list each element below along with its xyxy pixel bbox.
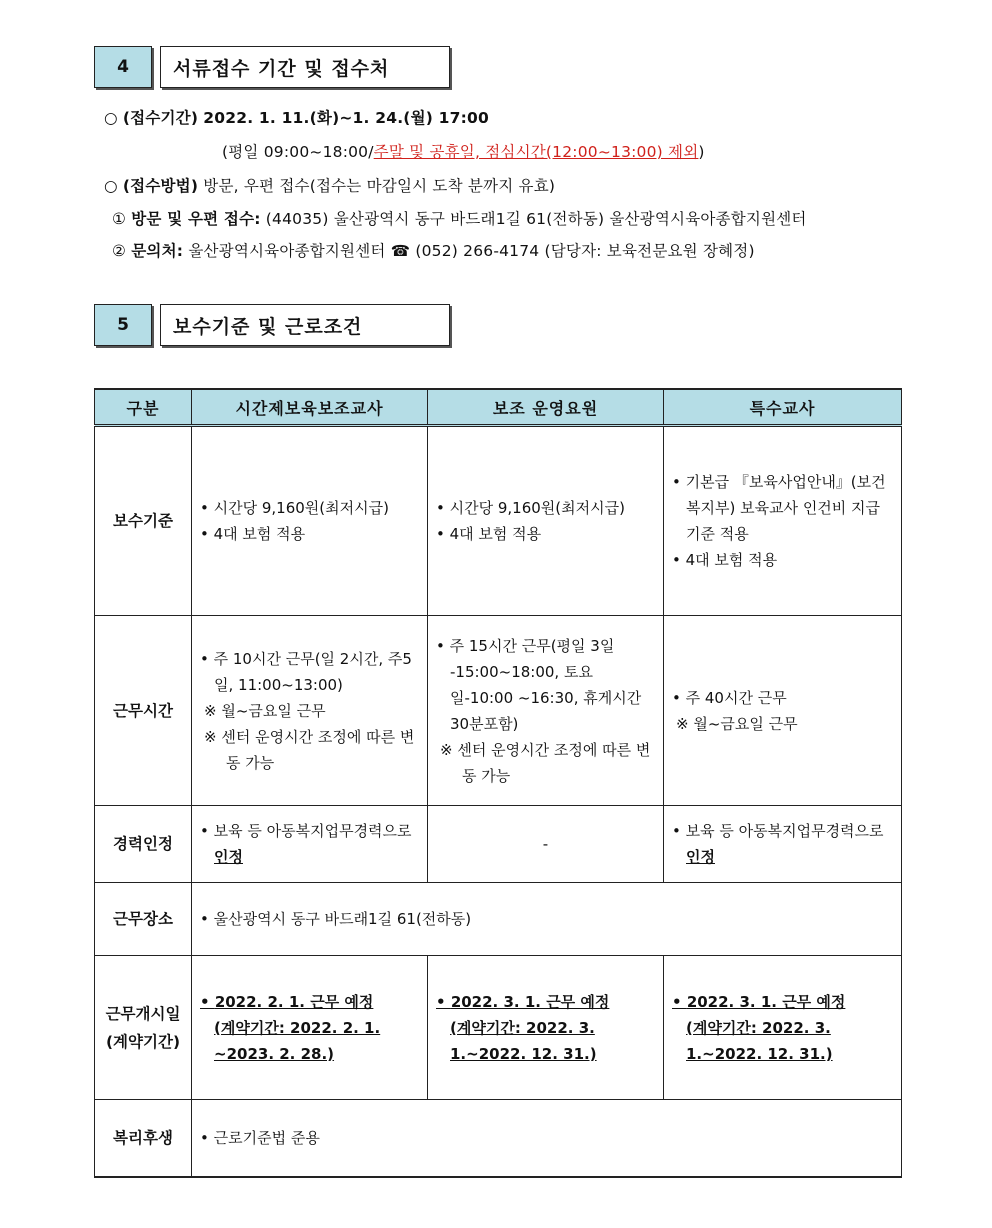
address-value: (44035) 울산광역시 동구 바드래1길 61(전하동) 울산광역시육아종합지원센터 bbox=[265, 210, 807, 228]
hours-prefix: (평일 09:00~18:00/ bbox=[222, 143, 374, 161]
header-assistant-teacher: 시간제보육보조교사 bbox=[192, 389, 428, 426]
list-item: • 4대 보험 적용 bbox=[672, 551, 778, 569]
table-row-start bbox=[95, 956, 902, 1100]
row-label: 복리후생 bbox=[95, 1100, 192, 1177]
method-value: 방문, 우편 접수(접수는 마감일시 도착 분까지 유효) bbox=[203, 177, 556, 195]
start-cell bbox=[428, 956, 664, 1100]
section-title: 서류접수 기간 및 접수처 bbox=[160, 46, 450, 88]
note-item: ※ 센터 운영시간 조정에 따른 변동 가능 bbox=[204, 727, 415, 772]
period-line bbox=[104, 106, 489, 128]
note-item: ※ 센터 운영시간 조정에 따른 변동 가능 bbox=[440, 740, 651, 785]
section-number: 4 bbox=[94, 46, 152, 88]
list-item: • 2022. 3. 1. 근무 예정 bbox=[672, 992, 846, 1011]
list-item: • 시간당 9,160원(최저시급) bbox=[436, 499, 625, 517]
section-title: 보수기준 및 근로조건 bbox=[160, 304, 450, 346]
start-cell bbox=[192, 956, 428, 1100]
list-item: • 시간당 9,160원(최저시급) bbox=[200, 499, 389, 517]
career-cell: - bbox=[428, 806, 664, 883]
contact-value: 울산광역시육아종합지원센터 ☎ (052) 266-4174 (담당자: 보육전문요원 장혜정) bbox=[188, 242, 755, 260]
hours-suffix: ) bbox=[698, 143, 705, 161]
note-item: ※ 월~금요일 근무 bbox=[204, 701, 326, 720]
table-row-place bbox=[95, 883, 902, 956]
career-cell bbox=[664, 806, 902, 883]
welfare-cell bbox=[192, 1100, 902, 1177]
row-label: 근무시간 bbox=[95, 616, 192, 806]
section-number: 5 bbox=[94, 304, 152, 346]
table-row-hours bbox=[95, 616, 902, 806]
header-category: 구분 bbox=[95, 389, 192, 426]
item-number: ① bbox=[112, 210, 127, 228]
list-item: • 2022. 3. 1. 근무 예정 bbox=[436, 992, 610, 1011]
table-header-row bbox=[95, 389, 902, 426]
hours-cell bbox=[428, 616, 664, 806]
table-row-welfare bbox=[95, 1100, 902, 1177]
list-item: • 주 40시간 근무 bbox=[672, 688, 787, 707]
list-item: • 4대 보험 적용 bbox=[436, 525, 542, 543]
table-row-career bbox=[95, 806, 902, 883]
hours-cell bbox=[192, 616, 428, 806]
contract-period: (계약기간: 2022. 3. 1.~2022. 12. 31.) bbox=[686, 1018, 833, 1063]
place-cell bbox=[192, 883, 902, 956]
period-label: (접수기간) bbox=[122, 109, 199, 127]
method-label: (접수방법) bbox=[122, 177, 199, 195]
note-item: ※ 월~금요일 근무 bbox=[676, 714, 798, 733]
header-assistant-staff: 보조 운영요원 bbox=[428, 389, 664, 426]
table-row-pay bbox=[95, 426, 902, 616]
list-item: • 주 10시간 근무(일 2시간, 주5일, 11:00~13:00) bbox=[200, 649, 412, 694]
hours-cell bbox=[664, 616, 902, 806]
method-line bbox=[104, 174, 555, 196]
row-label: 근무개시일 (계약기간) bbox=[95, 956, 192, 1100]
conditions-table bbox=[94, 388, 902, 1178]
circle-bullet-icon: ○ bbox=[104, 109, 118, 127]
list-item: • 보육 등 아동복지업무경력으로 인정 bbox=[672, 822, 884, 866]
hours-line bbox=[222, 140, 705, 162]
contract-period: (계약기간: 2022. 2. 1. ~2023. 2. 28.) bbox=[214, 1018, 381, 1063]
header-special-teacher: 특수교사 bbox=[664, 389, 902, 426]
list-item: • 보육 등 아동복지업무경력으로 인정 bbox=[200, 822, 412, 866]
contract-period: (계약기간: 2022. 3. 1.~2022. 12. 31.) bbox=[450, 1018, 597, 1063]
pay-cell bbox=[664, 426, 902, 616]
pay-cell bbox=[192, 426, 428, 616]
list-item: • 기본급 『보육사업안내』(보건복지부) 보육교사 인건비 지급기준 적용 bbox=[672, 473, 886, 543]
address-line bbox=[112, 207, 807, 229]
row-label: 근무장소 bbox=[95, 883, 192, 956]
circle-bullet-icon: ○ bbox=[104, 177, 118, 195]
period-value: 2022. 1. 11.(화)~1. 24.(월) 17:00 bbox=[203, 109, 489, 127]
list-item: • 울산광역시 동구 바드래1길 61(전하동) bbox=[200, 910, 472, 928]
list-item: • 4대 보험 적용 bbox=[200, 525, 306, 543]
contact-line bbox=[112, 239, 755, 261]
pay-cell bbox=[428, 426, 664, 616]
address-label: 방문 및 우편 접수: bbox=[131, 210, 261, 228]
list-item: • 2022. 2. 1. 근무 예정 bbox=[200, 992, 374, 1011]
list-item: • 주 15시간 근무(평일 3일 -15:00~18:00, 토요일-10:00 ~16:30, 휴게시간 30분포함) bbox=[436, 636, 642, 733]
start-cell bbox=[664, 956, 902, 1100]
career-cell bbox=[192, 806, 428, 883]
contact-label: 문의처: bbox=[131, 242, 184, 260]
item-number: ② bbox=[112, 242, 127, 260]
list-item: • 근로기준법 준용 bbox=[200, 1128, 320, 1147]
hours-excluded: 주말 및 공휴일, 점심시간(12:00~13:00) 제외 bbox=[373, 143, 699, 161]
row-label: 경력인정 bbox=[95, 806, 192, 883]
row-label: 보수기준 bbox=[95, 426, 192, 616]
